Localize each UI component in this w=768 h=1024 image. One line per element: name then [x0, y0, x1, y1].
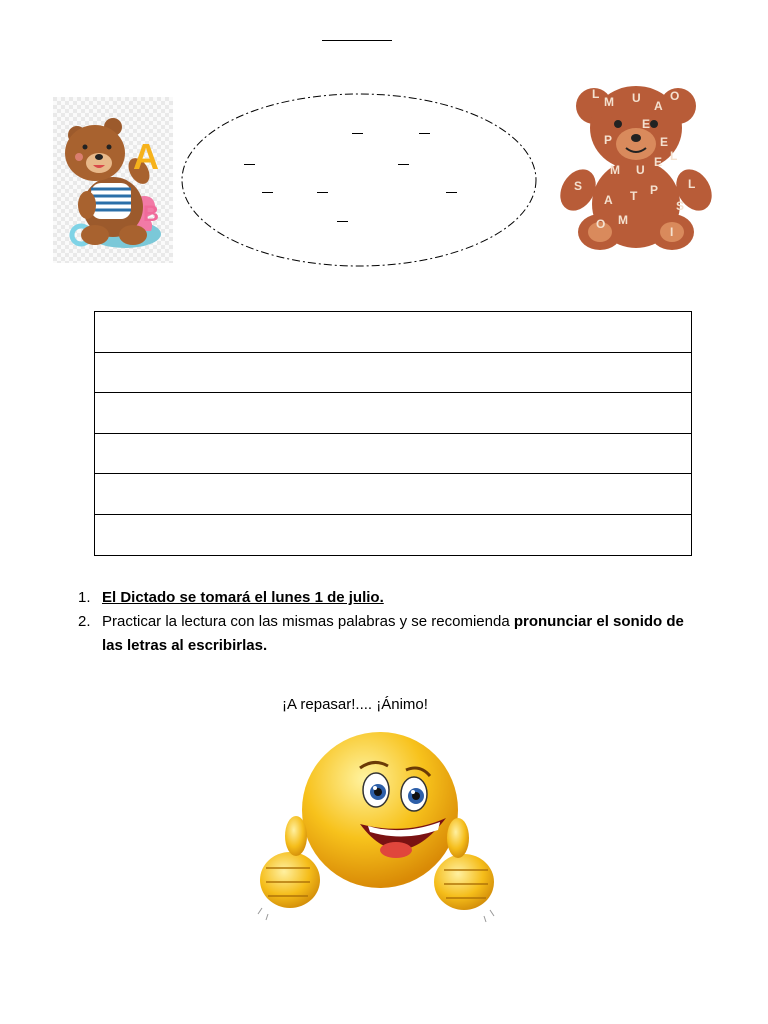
writing-cell[interactable] [95, 514, 692, 555]
letter-b-glyph: B [143, 201, 159, 226]
instruction-item [78, 586, 698, 610]
bear-letter: A [654, 99, 663, 113]
letter-blank [244, 164, 255, 165]
writing-row [95, 514, 692, 555]
letter-blank [352, 133, 363, 134]
bear-letter: I [670, 225, 674, 239]
bear-letter: P [650, 183, 659, 197]
writing-row [95, 312, 692, 353]
bear-letter: M [618, 213, 628, 227]
writing-cell[interactable] [95, 352, 692, 393]
letter-bear-image [560, 82, 712, 252]
writing-cell[interactable] [95, 312, 692, 353]
writing-lines-table [94, 311, 692, 556]
letter-blank [337, 221, 348, 222]
letter-blank [419, 133, 430, 134]
encouragement-text: ¡A repasar!.... ¡Ánimo! [282, 696, 428, 713]
bear-letter: U [632, 91, 641, 105]
bear-letter: M [604, 95, 614, 109]
pronounce-text: pronunciar el sonido de las letras al escribirlas. [102, 613, 684, 654]
writing-row [95, 393, 692, 434]
letters-ellipse [180, 92, 540, 268]
bear-letter: A [604, 193, 613, 207]
bear-letter: S [574, 179, 583, 193]
instruction-item [78, 610, 698, 658]
bear-letter: L [592, 87, 600, 101]
bear-letter: U [636, 163, 645, 177]
letter-blank [317, 192, 328, 193]
bear-letter: E [642, 117, 651, 131]
item-number: 2. [78, 613, 91, 630]
practice-text: Practicar la lectura con las mismas palabras y se recomienda [102, 613, 514, 630]
bear-letter: E [654, 155, 663, 169]
writing-row [95, 433, 692, 474]
bear-letter: O [670, 89, 680, 103]
letter-blank [446, 192, 457, 193]
dash-dot-ellipse-outline [180, 92, 540, 268]
writing-cell[interactable] [95, 433, 692, 474]
bear-letter: P [604, 133, 613, 147]
writing-cell[interactable] [95, 393, 692, 434]
letter-a-glyph: A [133, 136, 159, 177]
bear-letter: L [670, 149, 678, 163]
letter-blank [262, 192, 273, 193]
writing-cell[interactable] [95, 474, 692, 515]
thumbs-up-smiley-icon [256, 732, 500, 924]
bear-letter: O [596, 217, 606, 231]
bear-letter: S [676, 199, 685, 213]
item-number: 1. [78, 589, 91, 606]
title-blank-line [322, 40, 392, 41]
bear-letter: M [610, 163, 620, 177]
bear-letter: T [630, 189, 638, 203]
writing-row [95, 352, 692, 393]
instructions-list [78, 586, 698, 658]
bear-with-letters-image [53, 97, 173, 263]
bear-letter: E [660, 135, 669, 149]
dictation-date-text: El Dictado se tomará el lunes 1 de julio. [102, 589, 384, 606]
letter-blank [398, 164, 409, 165]
bear-letter: L [688, 177, 696, 191]
writing-row [95, 474, 692, 515]
